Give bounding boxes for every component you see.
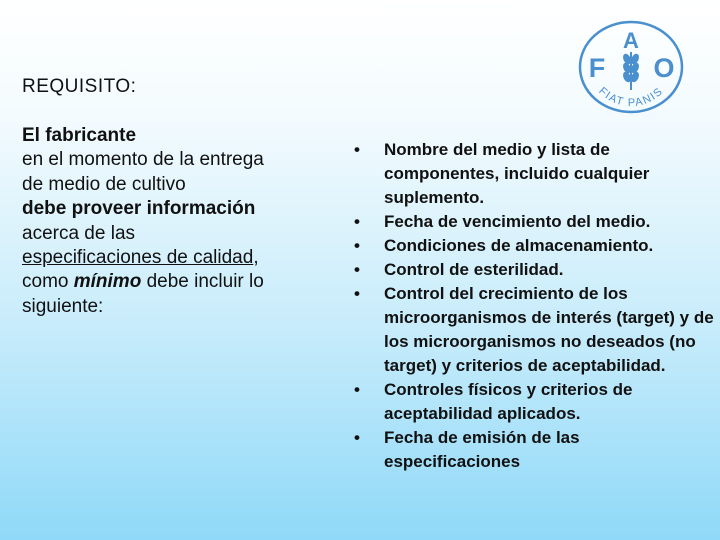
- list-item: • Nombre del medio y lista de componentes, incluido cualquier suplemento.: [354, 138, 716, 210]
- list-item: • Condiciones de almacenamiento.: [354, 234, 716, 258]
- requirements-list: [354, 138, 716, 474]
- intro-line-6: [22, 246, 342, 270]
- list-item: • Fecha de vencimiento del medio.: [354, 210, 716, 234]
- intro-text: [22, 124, 342, 319]
- logo-letter-o: O: [653, 53, 675, 83]
- page-heading: REQUISITO:: [22, 76, 137, 97]
- intro-line-2: en el momento de la entrega: [22, 149, 264, 171]
- intro-line-3: de medio de cultivo: [22, 173, 186, 195]
- intro-line-8: siguiente:: [22, 295, 104, 317]
- intro-line-7: [22, 270, 342, 294]
- logo-letter-f: F: [588, 53, 606, 83]
- intro-line-5: acerca de las: [22, 222, 136, 244]
- quality-specs-phrase: especificaciones de calidad: [22, 247, 254, 269]
- intro-line-1: El fabricante: [22, 125, 137, 146]
- wheat-ear-icon: [622, 52, 640, 90]
- minimum-emphasis: mínimo: [73, 271, 142, 293]
- logo-motto: FIAT PANIS: [596, 85, 666, 110]
- list-item: • Controles físicos y criterios de aceptabilidad aplicados.: [354, 378, 716, 426]
- fao-logo-icon: [576, 20, 686, 118]
- intro-line-7-prefix: como: [22, 271, 74, 293]
- list-item: • Fecha de emisión de las especificaciones: [354, 426, 716, 474]
- list-item: • Control de esterilidad.: [354, 258, 716, 282]
- intro-line-4: debe proveer información: [22, 198, 256, 220]
- intro-line-6-suffix: ,: [253, 247, 259, 269]
- list-item: • Control del crecimiento de los microorganismos de interés (target) y de los microorganismos no deseados (no target) y criterios de aceptabilidad.: [354, 282, 716, 378]
- intro-line-7-suffix: debe incluir lo: [141, 271, 264, 293]
- logo-letter-a: A: [623, 28, 639, 53]
